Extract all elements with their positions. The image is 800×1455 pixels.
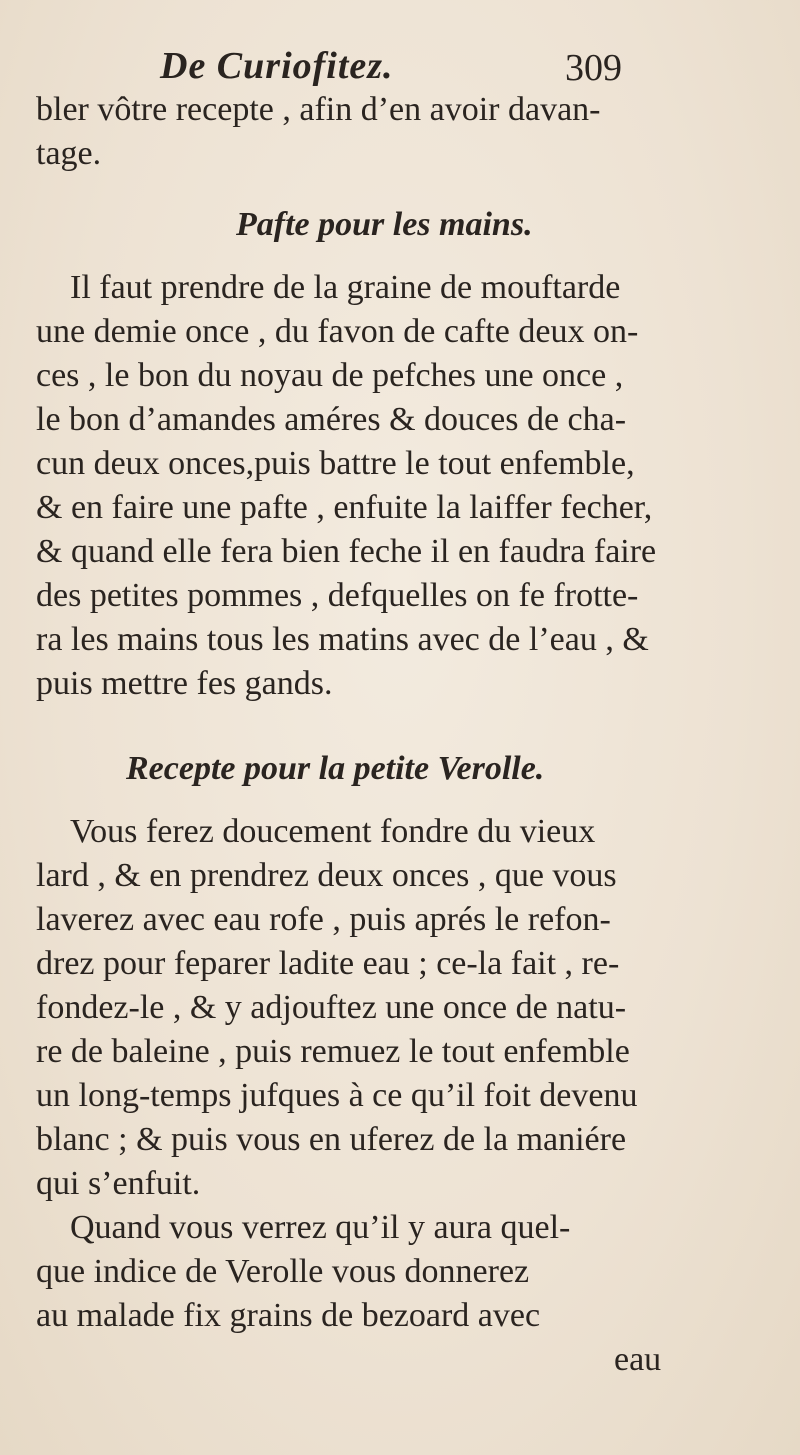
text-line: laverez avec eau rofe , puis aprés le refon- — [36, 901, 611, 938]
text-line: ra les mains tous les matins avec de l’eau , & — [36, 621, 649, 658]
text-line: Quand vous verrez qu’il y aura quel- — [70, 1209, 571, 1246]
text-line: drez pour feparer ladite eau ; ce-la fait , re- — [36, 945, 620, 982]
page-number: 309 — [565, 47, 622, 89]
text-line: Il faut prendre de la graine de mouftarde — [70, 269, 621, 306]
text-line: fondez-le , & y adjouftez une once de natu- — [36, 989, 627, 1026]
text-line: au malade fix grains de bezoard avec — [36, 1297, 541, 1334]
text-line: cun deux onces,puis battre le tout enfemble, — [36, 445, 635, 482]
text-line: une demie once , du favon de cafte deux on- — [36, 313, 639, 350]
text-line: tage. — [36, 135, 102, 172]
text-line: blanc ; & puis vous en uferez de la maniére — [36, 1121, 627, 1158]
section-heading: Recepte pour la petite Verolle. — [126, 750, 545, 787]
text-line: un long-temps jufques à ce qu’il foit devenu — [36, 1077, 638, 1114]
text-line: bler vôtre recepte , afin d’en avoir davan- — [36, 91, 601, 128]
running-head-title: De Curiofitez. — [160, 45, 394, 87]
text-line: des petites pommes , defquelles on fe frotte- — [36, 577, 639, 614]
text-line: lard , & en prendrez deux onces , que vous — [36, 857, 617, 894]
text-line: & en faire une pafte , enfuite la laiffer fecher, — [36, 489, 653, 526]
text-line: Vous ferez doucement fondre du vieux — [70, 813, 596, 850]
section-heading: Pafte pour les mains. — [236, 206, 533, 243]
catchword: eau — [614, 1341, 662, 1378]
text-line: que indice de Verolle vous donnerez — [36, 1253, 530, 1290]
text-line: qui s’enfuit. — [36, 1165, 201, 1202]
text-line: & quand elle fera bien feche il en faudra faire — [36, 533, 657, 570]
running-head — [160, 44, 680, 94]
text-line: le bon d’amandes améres & douces de cha- — [36, 401, 627, 438]
text-line: re de baleine , puis remuez le tout enfemble — [36, 1033, 630, 1070]
text-line: puis mettre fes gands. — [36, 665, 333, 702]
text-line: ces , le bon du noyau de pefches une once , — [36, 357, 624, 394]
